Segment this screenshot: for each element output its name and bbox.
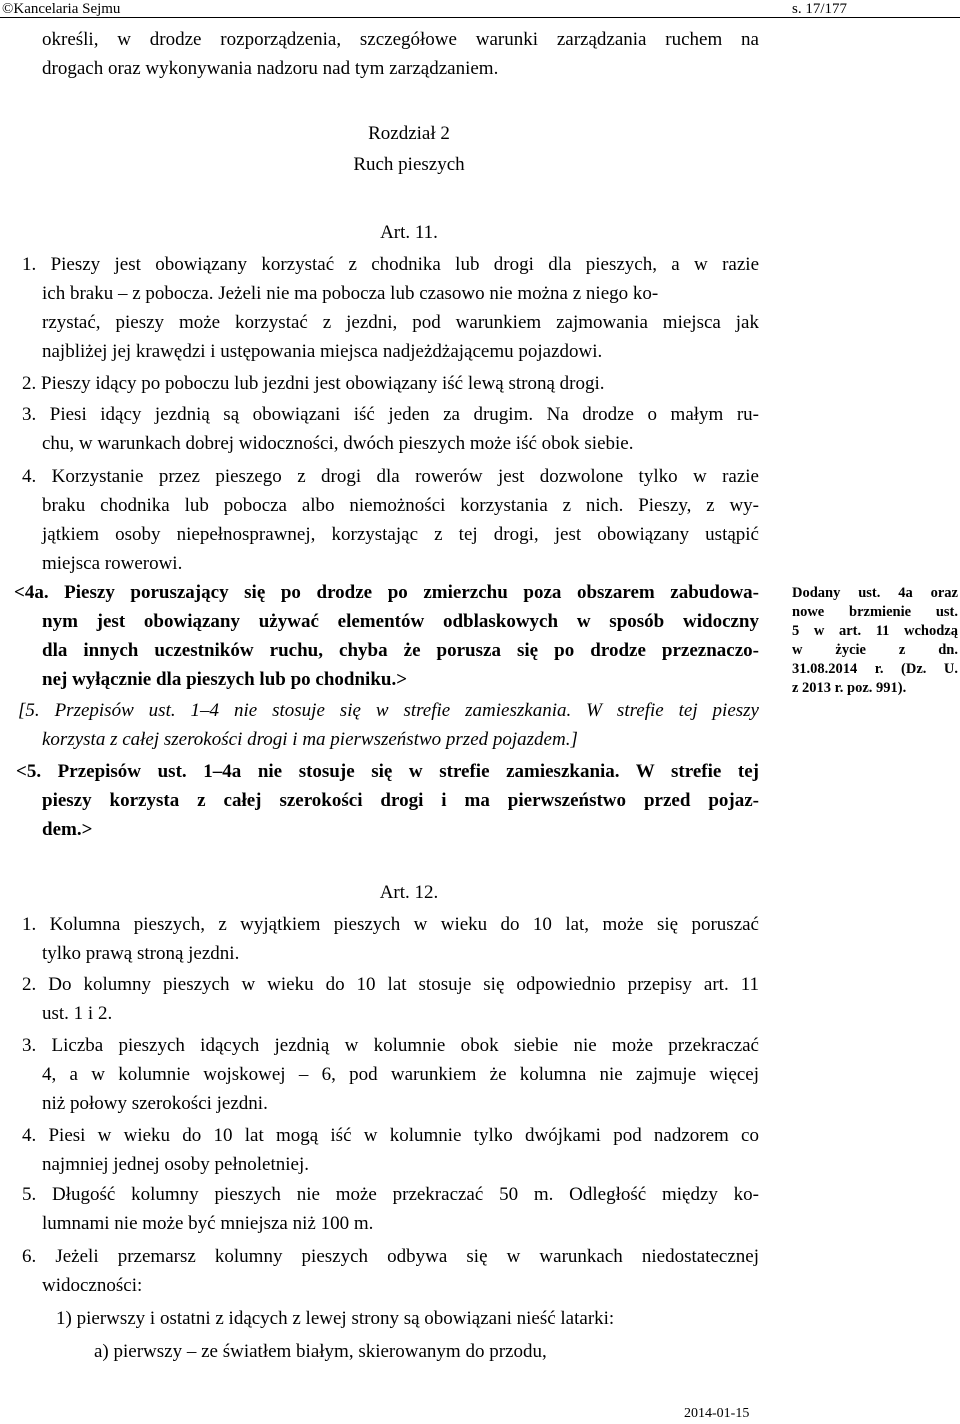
footer-date: 2014-01-15 bbox=[684, 1406, 750, 1421]
header-page-number: s. 17/177 bbox=[792, 1, 848, 17]
art11-para-4a-line: dla innych uczestników ruchu, chyba że porusza się po drodze przeznaczo- bbox=[42, 640, 759, 661]
article-12-title: Art. 12. bbox=[379, 882, 439, 903]
margin-note-line: w życie z dn. bbox=[792, 642, 958, 658]
art11-line: rzystać, pieszy może korzystać z jezdni, pod warunkiem zajmowania miejsca jak bbox=[42, 312, 759, 333]
art12-line: 1. Kolumna pieszych, z wyjątkiem pieszych w wieku do 10 lat, może się poruszać bbox=[22, 914, 759, 935]
art12-line: 6. Jeżeli przemarsz kolumny pieszych odbywa się w warunkach niedostatecznej bbox=[22, 1246, 759, 1267]
art12-line: ust. 1 i 2. bbox=[42, 1003, 113, 1024]
chapter-title: Ruch pieszych bbox=[353, 154, 465, 175]
art11-para-4a-line: <4a. Pieszy poruszający się po drodze po zmierzchu poza obszarem zabudowa- bbox=[14, 582, 759, 603]
art11-line: 1. Pieszy jest obowiązany korzystać z chodnika lub drogi dla pieszych, a w razie bbox=[22, 254, 759, 275]
art11-para-4a-line: nym jest obowiązany używać elementów odblaskowych w sposób widoczny bbox=[42, 611, 759, 632]
art11-line: miejsca rowerowi. bbox=[42, 553, 183, 574]
art11-para-4a-line: nej wyłącznie dla pieszych lub po chodniku.> bbox=[42, 669, 408, 690]
art12-line: 4, a w kolumnie wojskowej – 6, pod warunkiem że kolumna nie zajmuje więcej bbox=[42, 1064, 759, 1085]
intro-line: określi, w drodze rozporządzenia, szczegółowe warunki zarządzania ruchem na bbox=[42, 29, 759, 50]
art11-line: 3. Piesi idący jezdnią są obowiązani iść jeden za drugim. Na drodze o małym ru- bbox=[22, 404, 759, 425]
art11-para-5-old-line: [5. Przepisów ust. 1–4 nie stosuje się w strefie zamieszkania. W strefie tej pieszy bbox=[18, 700, 759, 721]
art11-line: najbliżej jej krawędzi i ustępowania miejsca nadjeżdżającemu pojazdowi. bbox=[42, 341, 603, 362]
chapter-number: Rozdział 2 bbox=[368, 123, 450, 144]
art12-line: 4. Piesi w wieku do 10 lat mogą iść w kolumnie tylko dwójkami pod nadzorem co bbox=[22, 1125, 759, 1146]
margin-note-line: nowe brzmienie ust. bbox=[792, 604, 958, 620]
art11-para-5-new-line: pieszy korzysta z całej szerokości drogi i ma pierwszeństwo przed pojaz- bbox=[42, 790, 759, 811]
margin-note-line: 5 w art. 11 wchodzą bbox=[792, 623, 958, 639]
margin-note-line: 31.08.2014 r. (Dz. U. bbox=[792, 661, 958, 677]
art12-line: lumnami nie może być mniejsza niż 100 m. bbox=[42, 1213, 374, 1234]
art11-para-5-old-line: korzysta z całej szerokości drogi i ma pierwszeństwo przed pojazdem.] bbox=[42, 729, 578, 750]
art12-line: najmniej jednej osoby pełnoletniej. bbox=[42, 1154, 309, 1175]
art11-para-5-new-line: <5. Przepisów ust. 1–4a nie stosuje się w strefie zamieszkania. W strefie tej bbox=[16, 761, 759, 782]
art11-line: 4. Korzystanie przez pieszego z drogi dla rowerów jest dozwolone tylko w razie bbox=[22, 466, 759, 487]
art12-line: a) pierwszy – ze światłem białym, skierowanym do przodu, bbox=[94, 1341, 547, 1362]
art12-line: 2. Do kolumny pieszych w wieku do 10 lat stosuje się odpowiednio przepisy art. 11 bbox=[22, 974, 759, 995]
margin-note-line: Dodany ust. 4a oraz bbox=[792, 585, 958, 601]
art11-line: ich braku – z pobocza. Jeżeli nie ma pobocza lub czasowo nie można z niego ko- bbox=[42, 283, 659, 304]
art11-para-5-new-line: dem.> bbox=[42, 819, 93, 840]
intro-line: drogach oraz wykonywania nadzoru nad tym zarządzaniem. bbox=[42, 58, 499, 79]
art12-line: widoczności: bbox=[42, 1275, 143, 1296]
art11-line: jątkiem osoby niepełnosprawnej, korzystając z tej drogi, jest obowiązany ustąpić bbox=[42, 524, 759, 545]
art12-line: tylko prawą stroną jezdni. bbox=[42, 943, 240, 964]
art12-line: 3. Liczba pieszych idących jezdnią w kolumnie obok siebie nie może przekraczać bbox=[22, 1035, 759, 1056]
art11-line: braku chodnika lub pobocza albo niemożności korzystania z nich. Pieszy, z wy- bbox=[42, 495, 759, 516]
art12-line: 1) pierwszy i ostatni z idących z lewej strony są obowiązani nieść latarki: bbox=[56, 1308, 615, 1329]
art12-line: niż połowy szerokości jezdni. bbox=[42, 1093, 268, 1114]
art11-line: chu, w warunkach dobrej widoczności, dwóch pieszych może iść obok siebie. bbox=[42, 433, 634, 454]
art11-line: 2. Pieszy idący po poboczu lub jezdni jest obowiązany iść lewą stroną drogi. bbox=[22, 373, 605, 394]
art12-line: 5. Długość kolumny pieszych nie może przekraczać 50 m. Odległość między ko- bbox=[22, 1184, 759, 1205]
header-source: ©Kancelaria Sejmu bbox=[2, 1, 121, 17]
header-divider bbox=[0, 17, 960, 18]
article-11-title: Art. 11. bbox=[380, 222, 438, 243]
margin-note-line: z 2013 r. poz. 991). bbox=[792, 680, 907, 696]
